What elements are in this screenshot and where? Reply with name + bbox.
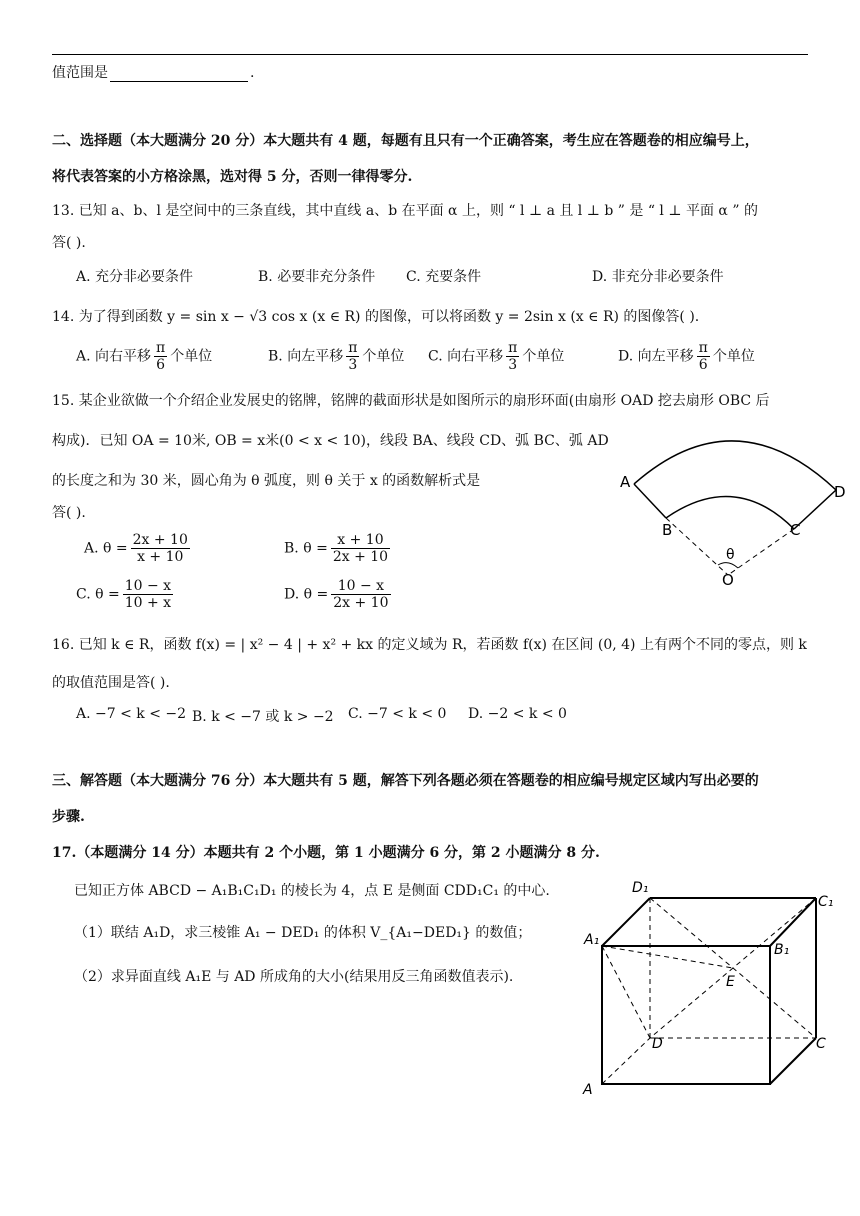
q13-stem-line1: 13. 已知 a、b、l 是空间中的三条直线，其中直线 a、b 在平面 α 上，则 “ l ⊥ a 且 l ⊥ b ” 是 “ l ⊥ 平面 α ” 的 xyxy=(52,203,758,219)
q14-c-num: π xyxy=(508,340,518,356)
q15-option-d[interactable] xyxy=(284,578,394,611)
q15-a-num: 2x + 10 xyxy=(132,532,188,548)
q13-stem-line2: 答( ). xyxy=(52,235,86,251)
q16-stem-line1: 16. 已知 k ∈ R，函数 f(x) = | x² − 4 | + x² + kx 的定义域为 R，若函数 f(x) 在区间 (0, 4) 上有两个不同的零点，则 k xyxy=(52,637,807,653)
q15-stem-line3: 的长度之和为 30 米，圆心角为 θ 弧度，则 θ 关于 x 的函数解析式是 xyxy=(52,473,481,489)
q16-option-d[interactable]: D. −2 < k < 0 xyxy=(468,706,567,722)
edge-ad-hidden xyxy=(602,1038,650,1084)
q14-stem: 14. 为了得到函数 y = sin x − √3 cos x (x ∈ R) 的图像，可以将函数 y = 2sin x (x ∈ R) 的图像答( ). xyxy=(52,309,700,325)
dashed-bo xyxy=(666,518,728,575)
label-d: D xyxy=(652,1036,663,1052)
q15-stem-line1: 15. 某企业欲做一个介绍企业发展史的铭牌，铭牌的截面形状是如图所示的扇形环面(由扇形 OAD 挖去扇形 OBC 后 xyxy=(52,393,770,409)
q15-option-a[interactable] xyxy=(84,532,193,565)
tail-text: 值范围是 xyxy=(52,65,108,81)
q15-a-label: A. θ = xyxy=(84,540,128,557)
section3-heading-line1: 三、解答题（本大题满分 76 分）本大题共有 5 题，解答下列各题必须在答题卷的相应编号规定区域内写出必要的 xyxy=(52,773,759,789)
q17-stem: 已知正方体 ABCD − A₁B₁C₁D₁ 的棱长为 4，点 E 是侧面 CDD₁C₁ 的中心. xyxy=(74,883,550,899)
q16-option-b[interactable]: B. k < −7 或 k > −2 xyxy=(192,709,334,725)
q14-c-fraction xyxy=(506,340,519,373)
segment-a1d xyxy=(602,946,650,1038)
q16-option-a[interactable]: A. −7 < k < −2 xyxy=(76,706,187,722)
edge-a1d1 xyxy=(602,898,650,946)
q14-b-unit: 个单位 xyxy=(362,348,405,365)
q14-b-num: π xyxy=(348,340,358,356)
q13-option-c[interactable]: C. 充要条件 xyxy=(406,269,482,285)
label-c: C xyxy=(816,1036,826,1052)
arc-ad xyxy=(634,441,836,490)
q14-a-den: 6 xyxy=(156,357,166,373)
q15-c-den: 10 + x xyxy=(124,595,172,611)
section2-heading-line1: 二、选择题（本大题满分 20 分）本大题共有 4 题，每题有且只有一个正确答案，考生应在答题卷的相应编号上， xyxy=(52,133,759,149)
q16-stem-line2: 的取值范围是答( ). xyxy=(52,675,170,691)
label-d: D xyxy=(834,483,846,501)
q13-option-a[interactable]: A. 充分非必要条件 xyxy=(76,269,194,285)
front-face xyxy=(602,946,770,1084)
q15-b-fraction xyxy=(331,532,390,565)
label-c: C xyxy=(790,521,801,539)
q14-b-fraction xyxy=(346,340,359,373)
section2-heading-line2: 将代表答案的小方格涂黑，选对得 5 分，否则一律得零分. xyxy=(52,169,413,185)
q15-option-c[interactable] xyxy=(76,578,176,611)
q14-d-num: π xyxy=(698,340,708,356)
q15-c-fraction xyxy=(123,578,173,611)
q15-b-num: x + 10 xyxy=(331,532,390,549)
prev-question-tail xyxy=(52,62,254,82)
q17-part1: （1）联结 A₁D，求三棱锥 A₁ − DED₁ 的体积 V_{A₁−DED₁} 的数值； xyxy=(74,925,532,941)
q14-b-text: B. 向左平移 xyxy=(268,348,344,365)
q15-d-den: 2x + 10 xyxy=(333,595,389,611)
label-theta: θ xyxy=(726,547,735,563)
header-rule xyxy=(52,54,808,55)
q15-d-label: D. θ = xyxy=(284,586,329,603)
answer-blank[interactable] xyxy=(110,67,248,82)
tail-end: . xyxy=(250,65,255,81)
q14-option-b[interactable] xyxy=(268,340,404,373)
q14-c-unit: 个单位 xyxy=(522,348,565,365)
q17-cube-figure xyxy=(580,876,844,1102)
q15-c-num: 10 − x xyxy=(124,578,172,594)
q15-sector-figure xyxy=(610,425,850,595)
angle-mark xyxy=(718,563,738,568)
label-c1: C₁ xyxy=(818,894,834,910)
edge-b1c1 xyxy=(770,898,816,946)
q14-c-text: C. 向右平移 xyxy=(428,348,504,365)
q15-option-b[interactable] xyxy=(284,532,393,565)
q15-d-num: 10 − x xyxy=(331,578,390,595)
label-a: A xyxy=(620,473,631,491)
edge-bc xyxy=(770,1038,816,1084)
q14-option-a[interactable] xyxy=(76,340,212,373)
q17-title: 17.（本题满分 14 分）本题共有 2 个小题，第 1 小题满分 6 分，第 2 小题满分 8 分. xyxy=(52,845,600,861)
section3-heading-line2: 步骤. xyxy=(52,809,85,825)
label-o: O xyxy=(722,571,734,589)
q13-option-b[interactable]: B. 必要非充分条件 xyxy=(258,269,376,285)
q15-stem-line2: 构成)．已知 OA = 10米, OB = x米(0 < x < 10)，线段 BA、线段 CD、弧 BC、弧 AD xyxy=(52,433,609,449)
label-b: B xyxy=(662,521,673,539)
q14-a-unit: 个单位 xyxy=(170,348,213,365)
q14-d-text: D. 向左平移 xyxy=(618,348,694,365)
q14-option-c[interactable] xyxy=(428,340,564,373)
q15-b-den: 2x + 10 xyxy=(332,549,389,565)
q15-a-fraction xyxy=(131,532,190,565)
label-a: A xyxy=(583,1082,593,1098)
q15-d-fraction xyxy=(331,578,390,611)
q14-d-den: 6 xyxy=(698,357,708,373)
label-a1: A₁ xyxy=(584,932,600,948)
label-b1: B₁ xyxy=(774,942,790,958)
q14-option-d[interactable] xyxy=(618,340,755,373)
label-d1: D₁ xyxy=(632,880,649,896)
q14-a-fraction xyxy=(154,340,167,373)
q14-c-den: 3 xyxy=(508,357,518,373)
q15-b-label: B. θ = xyxy=(284,540,328,557)
q15-c-label: C. θ = xyxy=(76,586,120,603)
q14-a-text: A. 向右平移 xyxy=(76,348,152,365)
q17-part2: （2）求异面直线 A₁E 与 AD 所成角的大小(结果用反三角函数值表示). xyxy=(74,969,514,985)
q15-stem-line4: 答( ). xyxy=(52,505,86,521)
q14-d-fraction xyxy=(697,340,710,373)
segment-a1e xyxy=(602,946,733,968)
q14-b-den: 3 xyxy=(348,357,358,373)
q15-a-den: x + 10 xyxy=(137,549,184,565)
q13-option-d[interactable]: D. 非充分非必要条件 xyxy=(592,269,724,285)
q16-option-c[interactable]: C. −7 < k < 0 xyxy=(348,706,447,722)
segment-ba xyxy=(634,484,666,518)
q14-a-num: π xyxy=(156,340,166,356)
q14-d-unit: 个单位 xyxy=(712,348,755,365)
arc-bc xyxy=(666,496,794,529)
label-e: E xyxy=(726,974,735,990)
